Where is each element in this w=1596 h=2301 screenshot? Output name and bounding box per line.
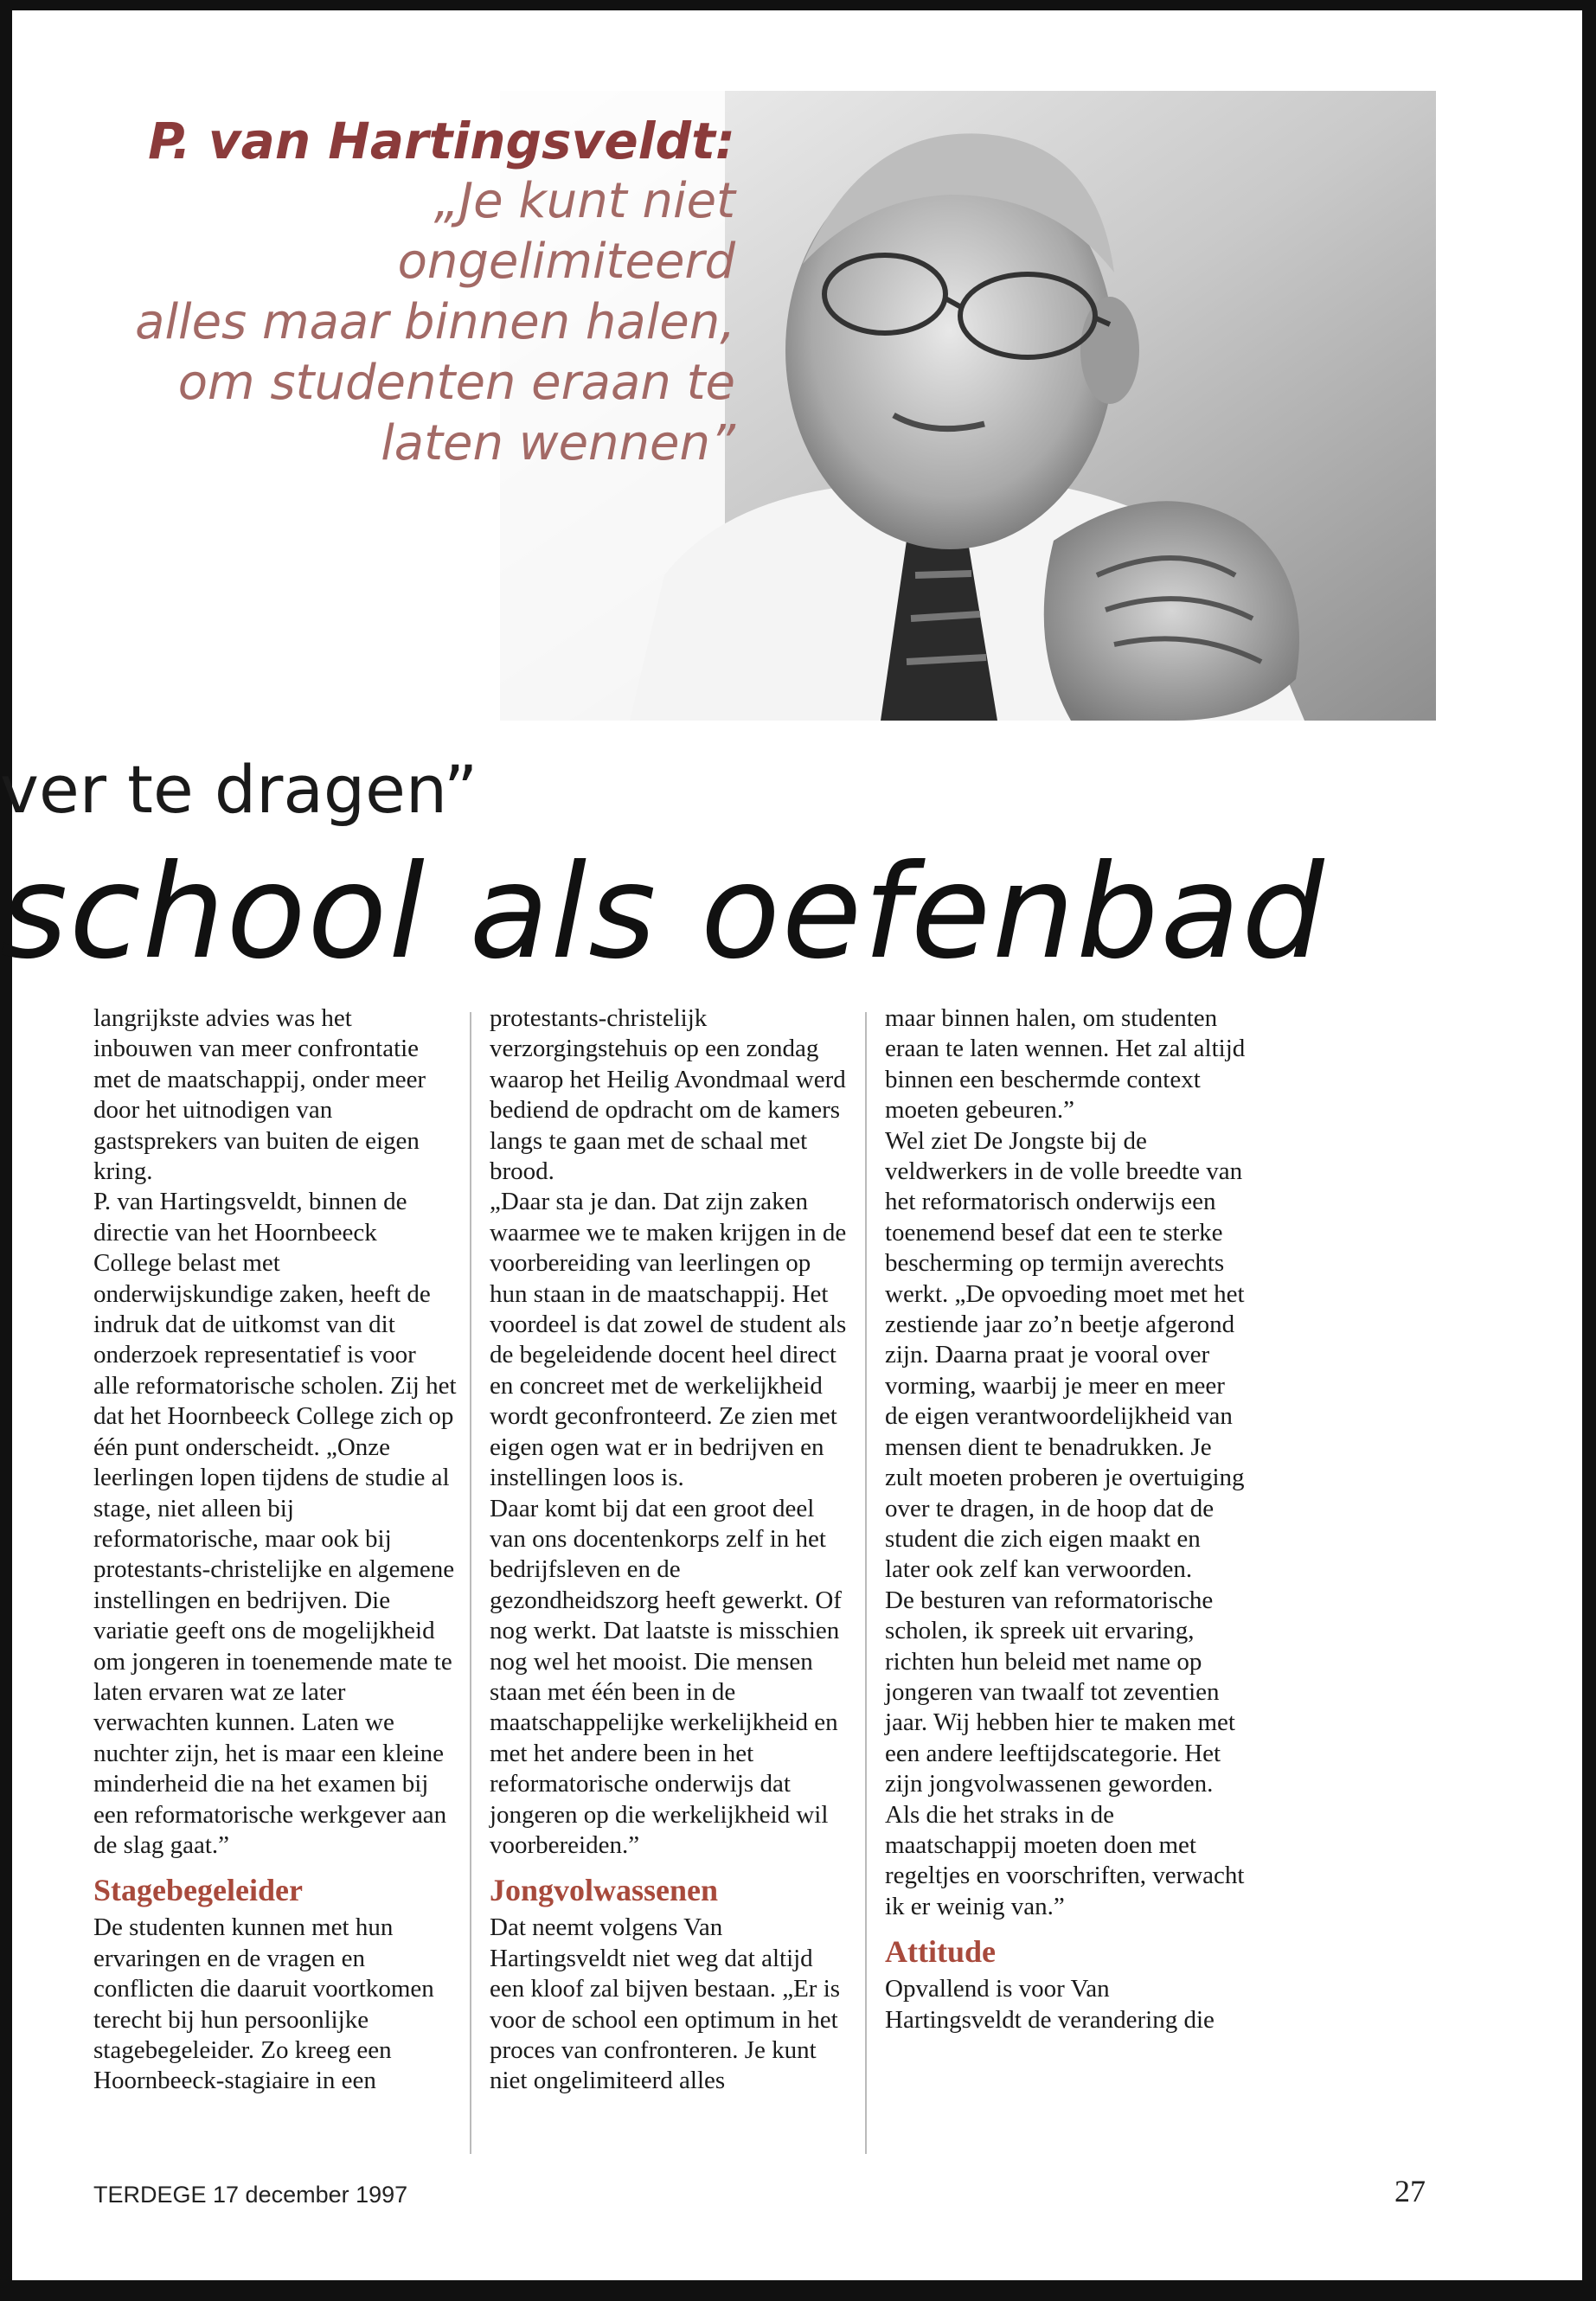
subheading: Stagebegeleider xyxy=(93,1873,303,1908)
scan-border-right xyxy=(1582,0,1596,2301)
pull-quote-line: „Je kunt niet ongelimiteerd xyxy=(397,173,735,290)
paragraph: De besturen van reformatorische scholen, ik spreek uit ervaring, richten hun beleid met name op jongeren van twaalf tot zeventien jaar. Wij hebben hier te maken met een andere leeftijdscategorie. Het zijn jongvolwassenen geworden. Als die het straks in de maatschappij moeten doen met regeltjes en voorschriften, verwacht ik er weinig van.” xyxy=(885,1586,1245,1920)
subheading: Attitude xyxy=(885,1934,996,1970)
scan-border-left xyxy=(0,0,12,2301)
article-column-2 xyxy=(490,1003,853,2097)
article-column-1 xyxy=(93,1003,457,2097)
paragraph: De studenten kunnen met hun ervaringen en de vragen en conflicten die daaruit voortkomen terecht bij hun persoonlijke stagebegeleider. Zo kreeg een Hoornbeeck-stagiaire in een xyxy=(93,1913,434,2095)
pull-quote-line: laten wennen” xyxy=(381,415,735,471)
paragraph: maar binnen halen, om studenten eraan te laten wennen. Het zal altijd binnen een beschermde context moeten gebeuren.” xyxy=(885,1004,1246,1125)
paragraph: Daar komt bij dat een groot deel van ons docentenkorps zelf in het bedrijfsleven en de gezondheidszorg heeft gewerkt. Of nog werkt. Dat laatste is misschien nog wel het mooist. Die mensen staan met één been in de maatschappelijke werkelijkheid en met het andere been in het reformatorische onderwijs dat jongeren op die werkelijkheid wil voorbereiden.” xyxy=(490,1494,842,1859)
paragraph: protestants-christelijk verzorgingstehuis op een zondag waarop het Heilig Avondmaal werd bediend de opdracht om de kamers langs te gaan met de schaal met brood. xyxy=(490,1004,846,1186)
scan-border-top xyxy=(0,0,1596,10)
column-divider xyxy=(470,1012,471,2154)
paragraph: „Daar sta je dan. Dat zijn zaken waarmee we te maken krijgen in de voorbereiding van leerlingen op hun staan in de maatschappij. Het voordeel is dat zowel de student als de begeleidende docent heel direct en concreet met de werkelijkheid wordt geconfronteerd. Ze zien met eigen ogen wat er in bedrijven en instellingen loos is. xyxy=(490,1188,847,1492)
column-divider xyxy=(865,1012,867,2154)
paragraph: langrijkste advies was het inbouwen van meer confrontatie met de maatschappij, onder meer door het uitnodigen van gastsprekers van buiten de eigen kring. xyxy=(93,1004,426,1186)
publication-footer: TERDEGE 17 december 1997 xyxy=(93,2182,408,2208)
paragraph: Opvallend is voor Van Hartingsveldt de verandering die xyxy=(885,1975,1215,2034)
pull-quote-line: alles maar binnen halen, xyxy=(135,294,735,350)
title-kicker: ver te dragen” xyxy=(0,751,478,828)
pull-quote xyxy=(112,111,735,474)
paragraph: Wel ziet De Jongste bij de veldwerkers in de volle breedte van het reformatorisch onderwijs een toenemend besef dat een te sterke bescherming op termijn averechts werkt. „De opvoeding moet met het zestiende jaar zo’n beetje afgerond zijn. Daarna praat je vooral over vorming, waarbij je meer en meer de eigen verantwoordelijkheid van mensen dient te benadrukken. Je zult moeten proberen je overtuiging over te dragen, in de hoop dat de student die zich eigen maakt en later ook zelf kan verwoorden. xyxy=(885,1126,1245,1584)
pull-quote-line: om studenten eraan te xyxy=(177,355,735,411)
pull-quote-name: P. van Hartingsveldt: xyxy=(148,112,735,170)
article-column-3 xyxy=(885,1003,1248,2035)
paragraph: Dat neemt volgens Van Hartingsveldt niet weg dat altijd een kloof zal bijven bestaan. „Er is voor de school een optimum in het proces van confronteren. Je kunt niet ongelimiteerd alles xyxy=(490,1913,841,2095)
article-headline: school als oefenbad xyxy=(0,837,1326,988)
paragraph: P. van Hartingsveldt, binnen de directie van het Hoornbeeck College belast met onderwijskundige zaken, heeft de indruk dat de uitkomst van dit onderzoek representatief is voor alle reformatorische scholen. Zij het dat het Hoornbeeck College zich op één punt onderscheidt. „Onze leerlingen lopen tijdens de studie al stage, niet alleen bij reformatorische, maar ook bij protestants-christelijke en algemene instellingen en bedrijven. Die variatie geeft ons de mogelijkheid om jongeren in toenemende mate te laten ervaren wat ze later verwachten kunnen. Laten we nuchter zijn, het is maar een kleine minderheid die na het examen bij een reformatorische werkgever aan de slag gaat.” xyxy=(93,1188,457,1859)
page-number: 27 xyxy=(1394,2174,1426,2208)
scan-border-bottom xyxy=(0,2280,1596,2301)
subheading: Jongvolwassenen xyxy=(490,1873,719,1908)
